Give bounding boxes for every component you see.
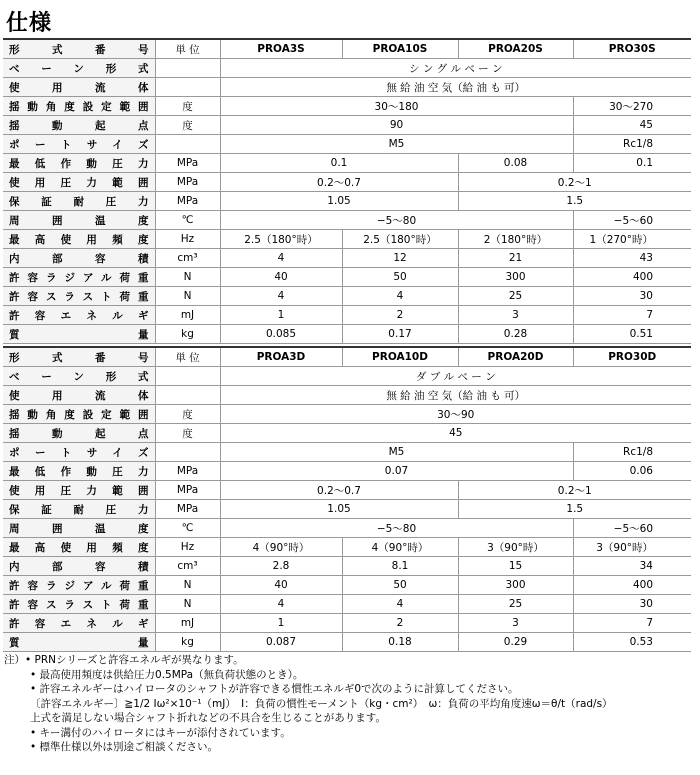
page-title: 仕様 <box>6 11 53 36</box>
table-row <box>3 192 691 211</box>
table-row <box>3 424 691 443</box>
value-cell: 0.28 <box>458 325 573 344</box>
value-cell: 1（270°時） <box>573 230 691 249</box>
header-label: 形式番号 <box>3 39 155 59</box>
value-cell: 400 <box>573 268 691 287</box>
value-cell: 4 <box>220 595 342 614</box>
row-label: 周囲温度 <box>3 519 155 538</box>
value-cell: −5〜60 <box>573 519 691 538</box>
row-label: 最高使用頻度 <box>3 230 155 249</box>
value-cell: 40 <box>220 576 342 595</box>
row-label: ポートサイズ <box>3 135 155 154</box>
note-line: 注）• PRNシリーズと許容エネルギが異なります。 <box>4 654 244 666</box>
value-cell: 50 <box>342 576 458 595</box>
value-cell: 2.8 <box>220 557 342 576</box>
row-unit: N <box>155 287 220 306</box>
value-cell: 1 <box>220 306 342 325</box>
header-label: 形式番号 <box>3 347 155 367</box>
row-unit: Hz <box>155 230 220 249</box>
value-cell: 300 <box>458 268 573 287</box>
row-label: 許容ラジアル荷重 <box>3 576 155 595</box>
value-cell: Rc1/8 <box>573 443 691 462</box>
value-cell: 0.18 <box>342 633 458 652</box>
value-cell: ダ ブ ル ベ ー ン <box>220 367 691 386</box>
note-line: • 最高使用頻度は供給圧力0.5MPa（無負荷状態のとき）。 <box>30 668 304 681</box>
value-cell: 300 <box>458 576 573 595</box>
value-cell: 1.5 <box>458 500 691 519</box>
row-unit: ℃ <box>155 519 220 538</box>
table-row <box>3 614 691 633</box>
row-label: 許容スラスト荷重 <box>3 595 155 614</box>
value-cell: 21 <box>458 249 573 268</box>
row-unit: 度 <box>155 97 220 116</box>
table-row <box>3 481 691 500</box>
row-label: 揺動角度設定範囲 <box>3 97 155 116</box>
table-row <box>3 519 691 538</box>
value-cell: 0.51 <box>573 325 691 344</box>
table-row <box>3 249 691 268</box>
row-unit: N <box>155 595 220 614</box>
row-label: 許容エネルギ <box>3 306 155 325</box>
value-cell: M5 <box>220 135 573 154</box>
header-unit: 単 位 <box>155 347 220 367</box>
row-label: 最低作動圧力 <box>3 154 155 173</box>
value-cell: 40 <box>220 268 342 287</box>
model-name: PROA3D <box>220 347 342 367</box>
row-unit: 度 <box>155 405 220 424</box>
value-cell: 43 <box>573 249 691 268</box>
value-cell: 4 <box>220 287 342 306</box>
value-cell: 0.2〜1 <box>458 173 691 192</box>
value-cell: −5〜80 <box>220 519 573 538</box>
table-row <box>3 97 691 116</box>
table-row <box>3 633 691 652</box>
row-label: 質量 <box>3 633 155 652</box>
value-cell: 0.29 <box>458 633 573 652</box>
row-label: 揺動起点 <box>3 116 155 135</box>
value-cell: 無 給 油 空 気（給 油 も 可） <box>220 386 691 405</box>
row-unit: MPa <box>155 462 220 481</box>
table-row <box>3 211 691 230</box>
table-row <box>3 386 691 405</box>
value-cell: 無 給 油 空 気（給 油 も 可） <box>220 78 691 97</box>
row-unit: N <box>155 576 220 595</box>
value-cell: 30〜90 <box>220 405 691 424</box>
note-line: 上式を満足しない場合シャフト折れなどの不具合を生じることがあります。 <box>30 712 386 724</box>
table-row <box>3 557 691 576</box>
value-cell: 4 <box>220 249 342 268</box>
value-cell: 0.085 <box>220 325 342 344</box>
value-cell: 0.1 <box>573 154 691 173</box>
row-label: 内部容積 <box>3 557 155 576</box>
value-cell: 3 <box>458 306 573 325</box>
value-cell: 4（90°時） <box>220 538 342 557</box>
table-row <box>3 116 691 135</box>
row-unit <box>155 78 220 97</box>
table-row <box>3 576 691 595</box>
value-cell: Rc1/8 <box>573 135 691 154</box>
value-cell: 2.5（180°時） <box>220 230 342 249</box>
value-cell: −5〜80 <box>220 211 573 230</box>
value-cell: 8.1 <box>342 557 458 576</box>
row-label: 使用流体 <box>3 78 155 97</box>
row-label: 許容ラジアル荷重 <box>3 268 155 287</box>
footnotes <box>4 653 694 755</box>
value-cell: 1.05 <box>220 192 458 211</box>
value-cell: 34 <box>573 557 691 576</box>
value-cell: 4 <box>342 287 458 306</box>
row-label: 使用圧力範囲 <box>3 173 155 192</box>
value-cell: 2（180°時） <box>458 230 573 249</box>
row-unit: N <box>155 268 220 287</box>
table-row <box>3 135 691 154</box>
value-cell: 0.08 <box>458 154 573 173</box>
value-cell: 50 <box>342 268 458 287</box>
model-name: PROA10S <box>342 39 458 59</box>
value-cell: 400 <box>573 576 691 595</box>
row-label: 最低作動圧力 <box>3 462 155 481</box>
row-label: 質量 <box>3 325 155 344</box>
table-row <box>3 78 691 97</box>
row-unit: 度 <box>155 424 220 443</box>
value-cell: 25 <box>458 595 573 614</box>
value-cell: 30〜180 <box>220 97 573 116</box>
value-cell: M5 <box>220 443 573 462</box>
value-cell: 0.2〜0.7 <box>220 481 458 500</box>
spec-table-single-vane <box>3 38 691 344</box>
value-cell: 2 <box>342 306 458 325</box>
table-row <box>3 500 691 519</box>
row-unit: ℃ <box>155 211 220 230</box>
row-label: ベーン形式 <box>3 59 155 78</box>
table-row <box>3 538 691 557</box>
row-unit <box>155 59 220 78</box>
table-row <box>3 59 691 78</box>
row-unit <box>155 367 220 386</box>
note-line: • 標準仕様以外は別途ご相談ください。 <box>30 741 219 753</box>
value-cell: 30 <box>573 287 691 306</box>
value-cell: 4（90°時） <box>342 538 458 557</box>
model-name: PRO30D <box>573 347 691 367</box>
table-row <box>3 230 691 249</box>
value-cell: 0.17 <box>342 325 458 344</box>
table-row <box>3 367 691 386</box>
value-cell: 0.06 <box>573 462 691 481</box>
row-unit: MPa <box>155 500 220 519</box>
value-cell: 7 <box>573 614 691 633</box>
model-name: PROA10D <box>342 347 458 367</box>
value-cell: シ ン グ ル ベ ー ン <box>220 59 691 78</box>
header-row <box>3 39 691 59</box>
table-row <box>3 595 691 614</box>
table-row <box>3 405 691 424</box>
row-unit: MPa <box>155 481 220 500</box>
value-cell: 3 <box>458 614 573 633</box>
row-label: 周囲温度 <box>3 211 155 230</box>
value-cell: 4 <box>342 595 458 614</box>
value-cell: 3（90°時） <box>458 538 573 557</box>
value-cell: 3（90°時） <box>573 538 691 557</box>
row-label: 使用流体 <box>3 386 155 405</box>
row-unit <box>155 386 220 405</box>
value-cell: 2.5（180°時） <box>342 230 458 249</box>
row-label: ベーン形式 <box>3 367 155 386</box>
row-unit <box>155 135 220 154</box>
value-cell: 12 <box>342 249 458 268</box>
value-cell: 45 <box>220 424 691 443</box>
row-unit <box>155 443 220 462</box>
model-name: PROA20S <box>458 39 573 59</box>
value-cell: 25 <box>458 287 573 306</box>
row-label: ポートサイズ <box>3 443 155 462</box>
table-row <box>3 173 691 192</box>
note-line: 〔許容エネルギー〕≧1/2 Iω²×10⁻¹（mJ） I：負荷の慣性モーメント（kg・cm²） ω：負荷の平均角度速ω＝θ/t（rad/s） <box>30 697 613 710</box>
row-label: 最高使用頻度 <box>3 538 155 557</box>
model-name: PRO30S <box>573 39 691 59</box>
row-unit: kg <box>155 633 220 652</box>
row-label: 揺動起点 <box>3 424 155 443</box>
value-cell: 2 <box>342 614 458 633</box>
value-cell: 30 <box>573 595 691 614</box>
row-label: 保証耐圧力 <box>3 192 155 211</box>
value-cell: 0.2〜1 <box>458 481 691 500</box>
value-cell: 45 <box>573 116 691 135</box>
row-label: 保証耐圧力 <box>3 500 155 519</box>
value-cell: 15 <box>458 557 573 576</box>
row-label: 許容エネルギ <box>3 614 155 633</box>
model-name: PROA3S <box>220 39 342 59</box>
value-cell: 1.05 <box>220 500 458 519</box>
row-unit: MPa <box>155 173 220 192</box>
value-cell: 0.53 <box>573 633 691 652</box>
table-row <box>3 462 691 481</box>
row-unit: mJ <box>155 614 220 633</box>
row-label: 許容スラスト荷重 <box>3 287 155 306</box>
row-unit: MPa <box>155 192 220 211</box>
value-cell: 0.087 <box>220 633 342 652</box>
value-cell: 7 <box>573 306 691 325</box>
table-row <box>3 325 691 344</box>
spec-table-double-vane <box>3 346 691 652</box>
table-row <box>3 154 691 173</box>
table-row <box>3 268 691 287</box>
row-unit: mJ <box>155 306 220 325</box>
header-row <box>3 347 691 367</box>
value-cell: −5〜60 <box>573 211 691 230</box>
row-unit: 度 <box>155 116 220 135</box>
value-cell: 0.2〜0.7 <box>220 173 458 192</box>
row-unit: Hz <box>155 538 220 557</box>
row-label: 使用圧力範囲 <box>3 481 155 500</box>
note-line: • キー溝付のハイロータにはキーが添付されています。 <box>30 726 291 739</box>
row-unit: MPa <box>155 154 220 173</box>
row-label: 内部容積 <box>3 249 155 268</box>
row-unit: cm³ <box>155 557 220 576</box>
value-cell: 90 <box>220 116 573 135</box>
row-label: 揺動角度設定範囲 <box>3 405 155 424</box>
model-name: PROA20D <box>458 347 573 367</box>
value-cell: 1.5 <box>458 192 691 211</box>
row-unit: kg <box>155 325 220 344</box>
value-cell: 0.07 <box>220 462 573 481</box>
header-unit: 単 位 <box>155 39 220 59</box>
value-cell: 0.1 <box>220 154 458 173</box>
row-unit: cm³ <box>155 249 220 268</box>
note-line: • 許容エネルギーはハイロータのシャフトが許容できる慣性エネルギ0で次のように計算してください。 <box>30 683 519 695</box>
table-row <box>3 443 691 462</box>
table-row <box>3 306 691 325</box>
value-cell: 30〜270 <box>573 97 691 116</box>
value-cell: 1 <box>220 614 342 633</box>
table-row <box>3 287 691 306</box>
